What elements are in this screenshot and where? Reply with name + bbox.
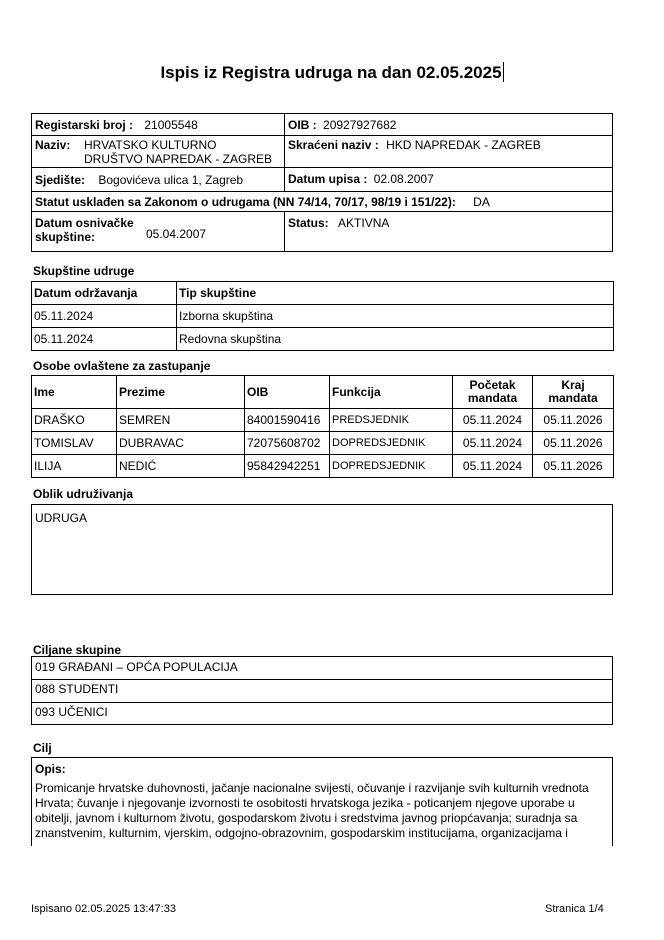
table-header-row — [32, 376, 614, 409]
sjediste-value: Bogovićeva ulica 1, Zagreb — [98, 173, 244, 187]
oblik-heading: Oblik udruživanja — [33, 487, 134, 501]
col-pocetak-line-2: mandata — [467, 391, 518, 405]
osnivacka-label-1: Datum osnivačke — [35, 216, 134, 230]
opis-label: Opis: — [35, 762, 66, 776]
osoba-funkcija: DOPREDSJEDNIK — [330, 455, 453, 478]
col-pocetak-line-1: Početak — [469, 378, 516, 392]
skupstina-datum: 05.11.2024 — [32, 305, 177, 328]
naziv-line-2: DRUŠTVO NAPREDAK - ZAGREB — [84, 152, 273, 166]
opis-line: obitelji, javnom i kulturnom životu, gospodarskom životu i sredstvima javnog priopćavanja; suradnja sa — [35, 811, 578, 825]
skraceni-value: HKD NAPREDAK - ZAGREB — [386, 138, 541, 152]
col-ime: Ime — [32, 376, 117, 409]
col-pocetak-mandata — [453, 376, 533, 409]
osoba-pocetak: 05.11.2024 — [453, 455, 533, 478]
skupstine-heading: Skupštine udruge — [33, 264, 135, 278]
col-tip-skupstine: Tip skupštine — [177, 282, 614, 305]
osoba-funkcija: DOPREDSJEDNIK — [330, 432, 453, 455]
table-row — [32, 409, 614, 432]
sjediste-field — [35, 173, 243, 187]
osoba-kraj: 05.11.2026 — [533, 455, 614, 478]
col-kraj-line-1: Kraj — [561, 378, 585, 392]
col-funkcija: Funkcija — [330, 376, 453, 409]
skupstina-datum: 05.11.2024 — [32, 328, 177, 351]
osnivacka-label — [35, 216, 134, 244]
page-title — [0, 62, 664, 83]
registarski-broj-field — [35, 118, 198, 132]
opis-line: znanstvenim, kulturnim, vjerskim, odgojno-obrazovnim, gospodarskim institucijama, organizacijama i — [35, 826, 568, 840]
osoba-funkcija: PREDSJEDNIK — [330, 409, 453, 432]
skupstina-tip: Redovna skupština — [177, 328, 614, 351]
skupstine-table — [31, 281, 614, 351]
table-row — [32, 305, 614, 328]
opis-line: Hrvata; čuvanje i njegovanje izvornosti te osobitosti hrvatskoga jezika - poticanjem njegove uporabe u — [35, 796, 575, 810]
osoba-ime: TOMISLAV — [32, 432, 117, 455]
osnivacka-value: 05.04.2007 — [146, 227, 207, 241]
oib-label: OIB : — [288, 118, 317, 132]
osobe-heading: Osobe ovlaštene za zastupanje — [33, 359, 211, 373]
osoba-kraj: 05.11.2026 — [533, 409, 614, 432]
col-prezime: Prezime — [117, 376, 245, 409]
table-row — [32, 432, 614, 455]
oib-value: 20927927682 — [323, 118, 397, 132]
opis-line: Promicanje hrvatske duhovnosti, jačanje nacionalne svijesti, očuvanje i razvijanje svih kulturnih vrednota — [35, 781, 589, 795]
table-row — [32, 455, 614, 478]
statut-label: Statut usklađen sa Zakonom o udrugama (NN 74/14, 70/17, 98/19 i 151/22): — [35, 195, 456, 209]
osoba-prezime: DUBRAVAC — [117, 432, 245, 455]
status-label: Status: — [288, 216, 329, 230]
datum-upisa-field — [288, 172, 434, 186]
reg-label: Registarski broj : — [35, 118, 134, 132]
osoba-prezime: NEDIĆ — [117, 455, 245, 478]
naziv-value — [84, 138, 272, 166]
osoba-prezime: SEMREN — [117, 409, 245, 432]
title-text: Ispis iz Registra udruga na dan 02.05.2025 — [160, 63, 502, 82]
osobe-table — [31, 375, 614, 478]
skraceni-naziv-field — [288, 138, 541, 152]
osoba-oib: 84001590416 — [245, 409, 330, 432]
footer-stranica: Stranica 1/4 — [545, 903, 604, 915]
list-item: 088 STUDENTI — [35, 682, 119, 696]
osoba-oib: 72075608702 — [245, 432, 330, 455]
status-field — [288, 216, 389, 230]
oblik-value: UDRUGA — [35, 511, 88, 525]
cilj-heading: Cilj — [33, 741, 52, 755]
osoba-ime: DRAŠKO — [32, 409, 117, 432]
naziv-label: Naziv: — [35, 138, 71, 152]
skupstina-tip: Izborna skupština — [177, 305, 614, 328]
osoba-pocetak: 05.11.2024 — [453, 432, 533, 455]
list-item: 019 GRAĐANI – OPĆA POPULACIJA — [35, 660, 238, 674]
registry-header-box — [31, 113, 613, 252]
col-datum-odrzavanja: Datum održavanja — [32, 282, 177, 305]
status-value: AKTIVNA — [338, 216, 390, 230]
col-kraj-line-2: mandata — [548, 391, 598, 405]
osoba-pocetak: 05.11.2024 — [453, 409, 533, 432]
osoba-oib: 95842942251 — [245, 455, 330, 478]
col-kraj-mandata — [533, 376, 614, 409]
naziv-line-1: HRVATSKO KULTURNO — [84, 138, 217, 152]
table-header-row — [32, 282, 614, 305]
datum-upisa-value: 02.08.2007 — [373, 172, 434, 186]
ciljane-box — [31, 656, 613, 725]
list-item: 093 UČENICI — [35, 705, 108, 719]
ciljane-heading: Ciljane skupine — [33, 643, 122, 657]
text-cursor — [503, 62, 504, 82]
footer-ispisano: Ispisano 02.05.2025 13:47:33 — [31, 903, 176, 915]
osoba-kraj: 05.11.2026 — [533, 432, 614, 455]
osnivacka-label-2: skupštine: — [35, 230, 96, 244]
oblik-box — [31, 504, 613, 595]
reg-value: 21005548 — [144, 118, 198, 132]
skraceni-label: Skraćeni naziv : — [288, 138, 379, 152]
osoba-ime: ILIJA — [32, 455, 117, 478]
col-oib: OIB — [245, 376, 330, 409]
sjediste-label: Sjedište: — [35, 173, 86, 187]
cilj-opis-text — [35, 781, 609, 841]
statut-value: DA — [473, 195, 490, 209]
datum-upisa-label: Datum upisa : — [288, 172, 368, 186]
statut-field — [35, 195, 490, 209]
table-row — [32, 328, 614, 351]
oib-field — [288, 118, 396, 132]
